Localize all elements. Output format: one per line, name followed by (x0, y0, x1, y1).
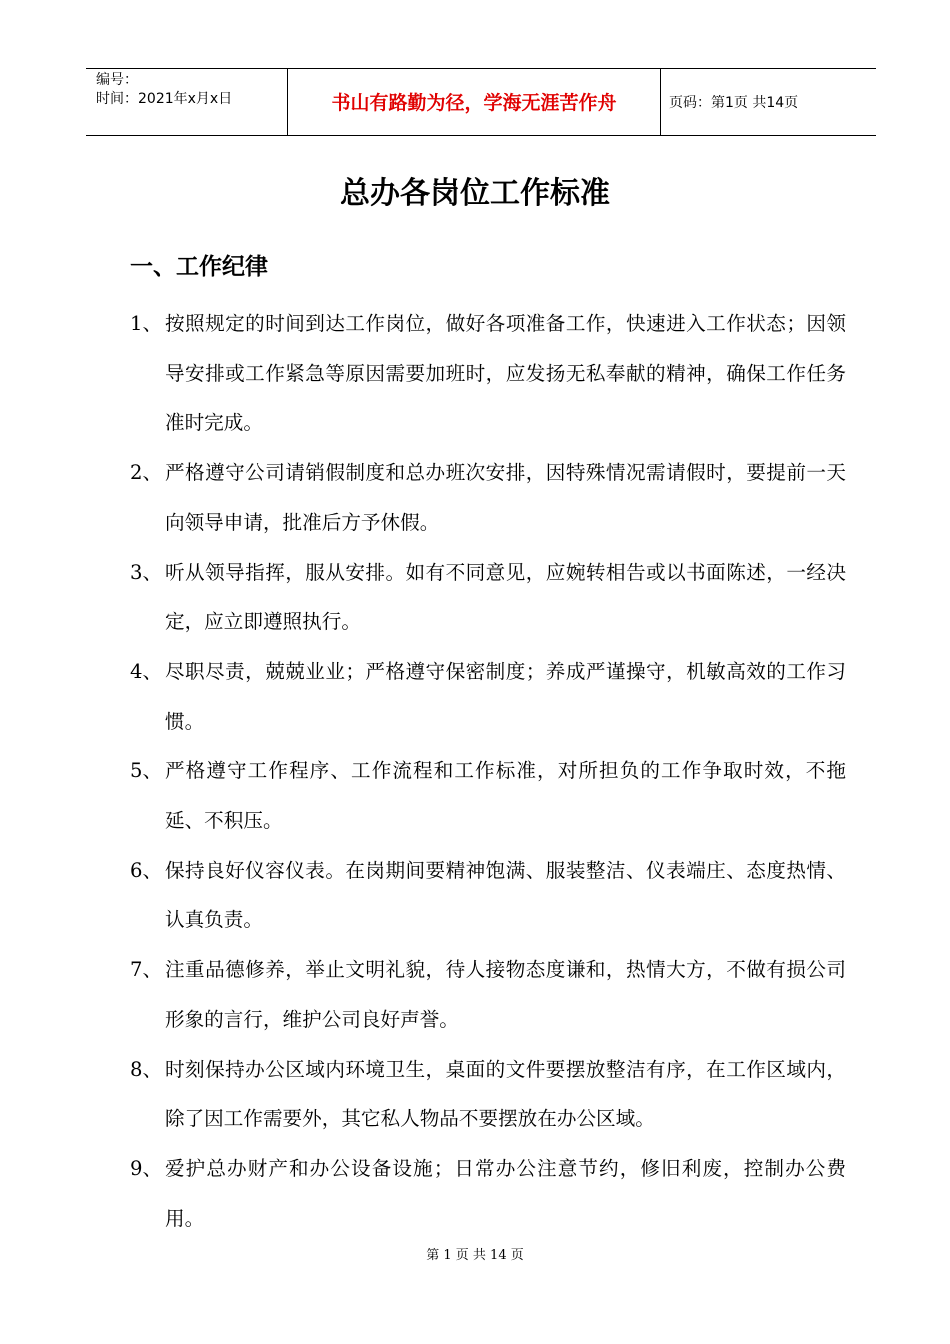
time-label: 时间：2021年x月x日 (96, 91, 233, 107)
rule-number: 4、 (130, 659, 163, 683)
motto-text: 书山有路勤为径，学海无涯苦作舟 (331, 92, 617, 114)
rule-number: 3、 (130, 560, 163, 584)
rule-text: 爱护总办财产和办公设备设施；日常办公注意节约，修旧利废，控制办公费用。 (165, 1156, 846, 1230)
rule-item (130, 746, 846, 845)
header-motto-cell (288, 69, 661, 135)
rule-text: 严格遵守工作程序、工作流程和工作标准，对所担负的工作争取时效，不拖延、不积压。 (165, 759, 846, 833)
rule-item (130, 1045, 846, 1144)
rules-list (130, 299, 846, 1243)
rule-number: 5、 (130, 759, 163, 783)
number-label: 编号： (96, 72, 138, 88)
rule-text: 严格遵守公司请销假制度和总办班次安排，因特殊情况需请假时，要提前一天向领导申请，批准后方予休假。 (165, 461, 846, 534)
rule-text: 听从领导指挥，服从安排。如有不同意见，应婉转相告或以书面陈述，一经决定，应立即遵照执行。 (165, 560, 846, 634)
rule-item (130, 1144, 846, 1243)
rule-number: 9、 (130, 1156, 163, 1180)
rule-item (130, 448, 846, 547)
page-footer: 第 1 页 共 14 页 (426, 1248, 524, 1263)
rule-number: 8、 (130, 1057, 163, 1081)
rule-text: 注重品德修养，举止文明礼貌，待人接物态度谦和，热情大方，不做有损公司形象的言行，维护公司良好声誉。 (165, 958, 846, 1031)
section-heading: 一、工作纪律 (130, 254, 268, 280)
rule-item (130, 846, 846, 945)
rule-number: 7、 (130, 958, 163, 982)
page-code: 页码：第1页 共14页 (669, 95, 799, 111)
header-info-cell (86, 69, 288, 135)
rule-item (130, 299, 846, 448)
rule-text: 保持良好仪容仪表。在岗期间要精神饱满、服装整洁、仪表端庄、态度热情、认真负责。 (165, 858, 846, 932)
rule-item (130, 647, 846, 746)
rule-number: 2、 (130, 461, 163, 485)
rule-item (130, 945, 846, 1044)
rule-text: 尽职尽责，兢兢业业；严格遵守保密制度；养成严谨操守，机敏高效的工作习惯。 (165, 659, 846, 733)
document-title: 总办各岗位工作标准 (340, 176, 610, 211)
header-page-cell (661, 69, 876, 135)
rule-number: 1、 (130, 312, 163, 335)
rule-text: 时刻保持办公区域内环境卫生，桌面的文件要摆放整洁有序，在工作区域内，除了因工作需要外，其它私人物品不要摆放在办公区域。 (165, 1057, 846, 1131)
rule-number: 6、 (130, 858, 163, 882)
rule-text: 按照规定的时间到达工作岗位，做好各项准备工作，快速进入工作状态；因领导安排或工作紧急等原因需要加班时，应发扬无私奉献的精神，确保工作任务准时完成。 (165, 312, 846, 435)
header-table (86, 68, 876, 136)
rule-item (130, 548, 846, 647)
